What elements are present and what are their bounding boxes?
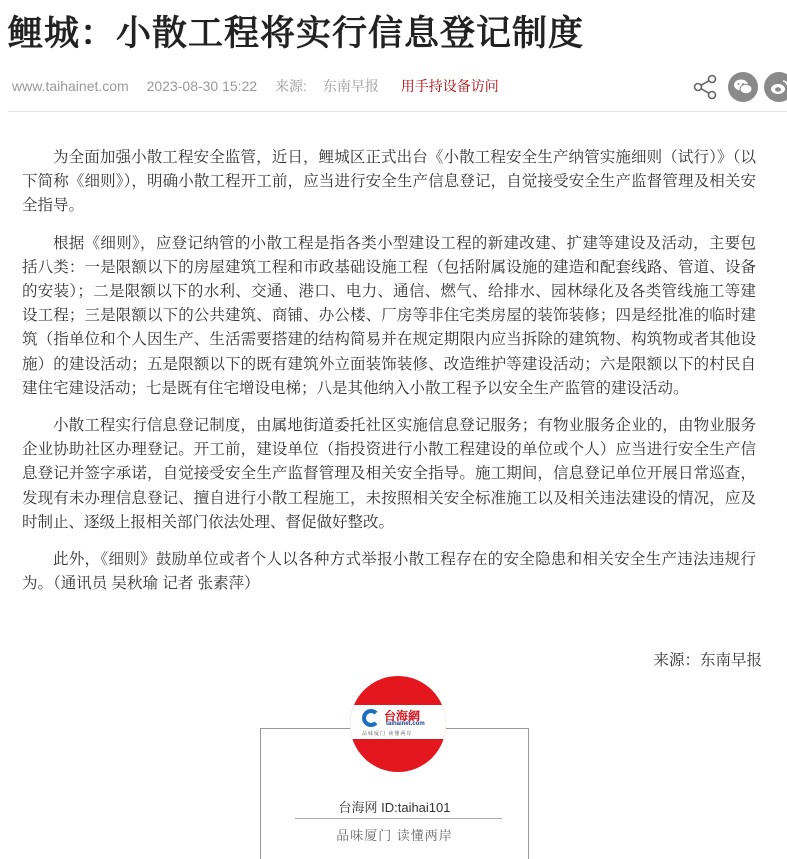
paragraph: 此外，《细则》鼓励单位或者个人以各种方式举报小散工程存在的安全隐患和相关安全生产违法违规行为。（通讯员 吴秋瑜 记者 张素萍） — [22, 551, 756, 593]
article-source-footer: 来源：东南早报 — [653, 652, 762, 669]
article-meta — [12, 76, 513, 96]
card-slogan: 品味厦门 读懂两岸 — [336, 828, 453, 843]
wechat-icon — [733, 78, 753, 96]
header-divider — [8, 111, 787, 112]
share-icon[interactable] — [692, 74, 718, 100]
card-divider — [295, 818, 502, 819]
logo-tagline: 品味厦门 读懂两岸 — [362, 731, 413, 737]
share-bar — [692, 72, 787, 102]
mobile-access-link[interactable]: 用手持设备访问 — [400, 78, 499, 94]
weibo-share-button[interactable] — [764, 72, 787, 102]
logo-name: 台海網 — [384, 709, 421, 723]
logo-band — [350, 705, 446, 739]
logo-url: taihainet.com — [386, 721, 425, 727]
article-title: 鲤城：小散工程将实行信息登记制度 — [8, 14, 585, 53]
source-label: 来源: — [275, 78, 307, 94]
weibo-icon — [769, 78, 787, 96]
account-id: 台海网 ID:taihai101 — [338, 800, 451, 815]
taihainet-logo — [350, 676, 446, 772]
paragraph: 小散工程实行信息登记制度，由属地街道委托社区实施信息登记服务；有物业服务企业的，由物业服务企业协助社区办理登记。开工前，建设单位（指投资进行小散工程建设的单位或个人）应当进行安全生产信息登记并签字承诺，自觉接受安全生产监督管理及相关安全指导。施工期间，信息登记单位开展日常巡查，发现有未办理信息登记、擅自进行小散工程施工，未按照相关安全标准施工以及相关违法建设的情况，应及时制止、逐级上报相关部门依法处理、督促做好整改。 — [22, 417, 756, 531]
article-body — [22, 146, 756, 609]
site-url[interactable]: www.taihainet.com — [12, 78, 129, 94]
wechat-share-button[interactable] — [728, 72, 758, 102]
source-name: 东南早报 — [322, 78, 379, 94]
paragraph: 根据《细则》，应登记纳管的小散工程是指各类小型建设工程的新建改建、扩建等建设及活动，主要包括八类：一是限额以下的房屋建筑工程和市政基础设施工程（包括附属设施的建造和配套线路、管道、设备的安装）；二是限额以下的水利、交通、港口、电力、通信、燃气、给排水、园林绿化及各类管线施工等建设工程；三是限额以下的公共建筑、商铺、办公楼、厂房等非住宅类房屋的装饰装修；四是经批准的临时建筑（指单位和个人因生产、生活需要搭建的结构简易并在规定期限内应当拆除的建筑物、构筑物或者其他设施）的建设活动；五是限额以下的既有建筑外立面装饰装修、改造维护等建设活动；六是限额以下的村民自建住宅建设活动；七是既有住宅增设电梯；八是其他纳入小散工程予以安全生产监管的建设活动。 — [22, 234, 756, 397]
logo-e-icon — [362, 709, 380, 727]
publish-datetime: 2023-08-30 15:22 — [146, 78, 258, 94]
paragraph: 为全面加强小散工程安全监管，近日，鲤城区正式出台《小散工程安全生产纳管实施细则（试行）》（以下简称《细则》），明确小散工程开工前，应当进行安全生产信息登记，自觉接受安全生产监督管理及相关安全指导。 — [22, 149, 756, 215]
